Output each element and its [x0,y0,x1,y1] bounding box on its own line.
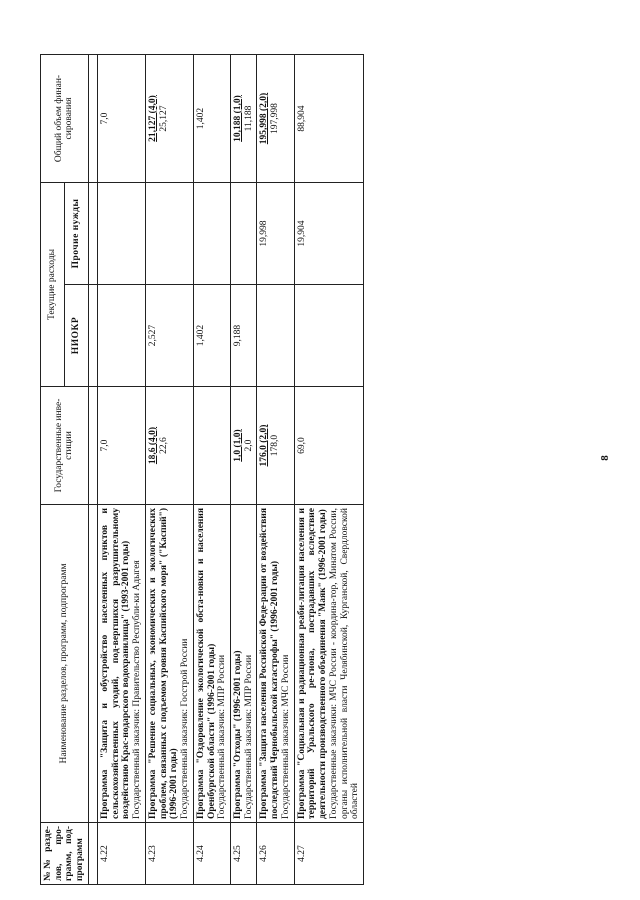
other-needs-value [97,183,145,285]
program-customer: Государственный заказчик: МПР России [243,654,254,819]
table-body [88,55,363,885]
header-niokr: НИОКР [64,285,88,387]
program-title: Программа "Социальная и радиационная реаби-литация населения и территорий Уральского ре-гиона, пострадавших вследствие деятельности производственного объединения "Маяк" (1996-2001 годы) [296,508,329,819]
total-cell [97,55,145,183]
total-bottom: 7,0 [99,112,110,125]
invest-top: 18,6 (4,0) [147,426,158,465]
program-title: Программа "Защита населения Российской Феде-рации от воздействия последствий Чернобыльской катастрофы" (1996-2001 годы) [259,508,281,819]
niokr-value: 2,527 [145,285,193,387]
niokr-value [97,285,145,387]
program-customer: Государственный заказчик: МПР России [217,654,228,819]
program-customer: Государственный заказчик: Правительство Республи-ки Адыгея [132,560,143,819]
invest-cell [145,387,193,505]
row-number: 4.24 [193,823,230,885]
header-other-needs: Прочие нужды [64,183,88,285]
other-needs-value [193,183,230,285]
invest-top: 1,0 (1,0) [233,429,244,462]
header-current-expenses: Текущие расходы [41,183,65,387]
header-section-number: №№ разде-лов, про-грамм, под-программ [41,823,89,885]
row-number: 4.23 [145,823,193,885]
program-cell [294,505,363,823]
row-number: 4.27 [294,823,363,885]
total-bottom: 88,904 [296,105,307,132]
invest-bottom: 2,0 [243,439,254,452]
total-bottom: 197,998 [270,103,281,134]
total-top: 195,998 (2,0) [259,92,270,145]
table-row [231,55,257,885]
invest-cell [97,387,145,505]
program-customer: Государственный заказчик: МЧС России [280,654,291,819]
total-top: 21,127 (4,0) [147,95,158,142]
invest-bottom: 22,6 [158,437,169,454]
niokr-value: 9,188 [231,285,257,387]
header-name: Наименование разделов, программ, подпрограмм [41,505,89,823]
program-cell [231,505,257,823]
program-title: Программа "Защита и обустройство населенных пунктов и сельскохозяйственных угодий, под-вергшихся разрушительному воздействию Крас-нодарского водохранилища" (1993-2001 годы) [99,508,132,819]
program-cell [145,505,193,823]
program-cell [193,505,230,823]
table-row [97,55,145,885]
invest-cell [231,387,257,505]
total-cell [231,55,257,183]
program-cell [97,505,145,823]
total-cell [294,55,363,183]
spacer-row [88,55,97,885]
program-customer: Государственный заказчик: Госстрой России [180,638,191,819]
table-row [145,55,193,885]
other-needs-value: 19,904 [294,183,363,285]
financing-table [40,54,364,885]
other-needs-value [231,183,257,285]
invest-top: 176,0 (2,0) [259,424,270,467]
invest-bottom: 7,0 [99,439,110,452]
niokr-value [294,285,363,387]
invest-bottom: 69,0 [296,437,307,454]
table-row [257,55,294,885]
program-title: Программа "Решение социальных, экономических и экологических проблем, связанных с подъемом уровня Каспийского моря" ("Каспий") (1996-2001 годы) [147,508,180,819]
niokr-value [257,285,294,387]
invest-cell [257,387,294,505]
row-number: 4.22 [97,823,145,885]
table-header [41,55,89,885]
table-row [294,55,363,885]
rotated-table-wrapper [40,55,500,885]
page-number: 8 [598,455,611,461]
total-cell [193,55,230,183]
program-title: Программа "Отходы" (1996-2001 годы) [233,650,244,819]
invest-cell [294,387,363,505]
row-number: 4.26 [257,823,294,885]
row-number: 4.25 [231,823,257,885]
niokr-value: 1,402 [193,285,230,387]
total-cell [145,55,193,183]
invest-cell [193,387,230,505]
total-cell [257,55,294,183]
total-bottom: 25,127 [158,105,169,132]
total-bottom: 11,188 [243,105,254,132]
header-total-financing: Общий объем финан-сирования [41,55,89,183]
header-state-investments: Государственные инве-стиции [41,387,89,505]
program-title: Программа "Оздоровление экологической обста-новки и населения Оренбургской области" (1996-2001 годы) [195,508,217,819]
total-top: 10,188 (1,0) [233,95,244,142]
table-row [193,55,230,885]
other-needs-value [145,183,193,285]
total-bottom: 1,402 [195,107,206,130]
other-needs-value: 19,998 [257,183,294,285]
program-cell [257,505,294,823]
invest-bottom: 178,0 [270,434,281,457]
program-customer: Государственные заказчики: МЧС России - координа-тор, Минатом России, органы исполнительной власти Челябинской, Курганской, Свердловской областей [328,508,361,819]
